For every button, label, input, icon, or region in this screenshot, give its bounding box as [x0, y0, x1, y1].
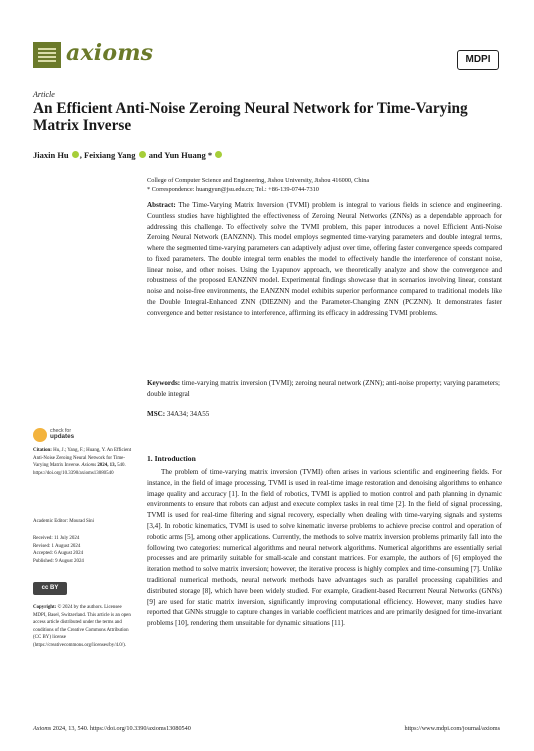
intro-paragraph — [147, 467, 502, 629]
footer-journal: Axioms — [33, 725, 52, 732]
affiliation-block — [147, 176, 507, 194]
author-name: Jiaxin Hu — [33, 150, 69, 160]
publisher-logo: MDPI — [457, 50, 499, 70]
citation-text: Hu, J.; Yang, F.; Huang, Y. An Efficient Anti-Noise Zeroing Neural Network for Time-Varying Matrix Inverse. — [33, 448, 132, 469]
citation-volume: 2024, 13, — [97, 463, 116, 469]
citation — [33, 447, 133, 477]
author-name: and Yun Huang * — [148, 150, 213, 160]
check-updates-icon — [33, 428, 47, 442]
msc-text: 34A34; 34A55 — [166, 410, 210, 418]
journal-logo-icon — [33, 42, 61, 68]
orcid-icon[interactable] — [215, 151, 222, 158]
journal-name: axioms — [66, 40, 154, 66]
footer-doi[interactable]: 2024, 13, 540. https://doi.org/10.3390/axioms13080540 — [52, 725, 191, 732]
citation-doi-link[interactable]: 540. https://doi.org/10.3390/axioms13080540 — [33, 463, 126, 476]
section-heading: 1. Introduction — [147, 454, 196, 463]
citation-label: Citation: — [33, 448, 52, 453]
citation-journal: Axioms — [81, 463, 97, 469]
msc-label: MSC: — [147, 410, 166, 418]
academic-editor: Academic Editor: Mourad Sini — [33, 519, 95, 524]
copyright-label: Copyright: — [33, 605, 57, 610]
date-accepted: Accepted: 6 August 2024 — [33, 551, 84, 557]
author-list: Jiaxin Hu , Feixiang Yang and Yun Huang * — [33, 150, 223, 160]
keywords-label: Keywords: — [147, 379, 181, 387]
copyright — [33, 604, 133, 650]
orcid-icon[interactable] — [139, 151, 146, 158]
keywords-text: time-varying matrix inversion (TVMI); zeroing neural network (ZNN); anti-noise property; varying parameters; double integral — [147, 379, 501, 398]
correspondence: * Correspondence: huangyun@jsu.edu.cn; Tel.: +86-139-0744-7310 — [147, 186, 319, 193]
abstract-text: The Time-Varying Matrix Inversion (TVMI) problem is integral to various fields in science and engineering. Countless studies have highlighted the effectiveness of Zeroing Neural Networks (ZNNs) as a dependable approach for addressing this challenge. To effectively solve the TVMI problem, this paper introduces a novel Efficient Anti-Noise Zeroing Neural Network (EANZNN). This model employs segmented time-varying parameters and double integral terms, where the segmented time-varying parameters can adaptively adjust over time, offering faster convergence speeds compared to fixed parameters. The double integral term enables the model to effectively handle the interference of constant noise, linear noise, and other noises. Using the Lyapunov approach, we theoretically analyze and show the convergence and robustness of the proposed EANZNN model. Experimental findings showcase that in scenarios involving linear, constant noise and noise-free environments, the EANZNN model exhibits superior performance compared to traditional models like the Double Integral-Enhanced ZNN (DIEZNN) and the Parameter-Changing ZNN (PCZNN). It demonstrates faster convergence and better resistance to interference, affirming its efficacy in addressing TVMI problems. — [147, 201, 502, 317]
author-name: Feixiang Yang — [84, 150, 136, 160]
intro-text: The problem of time-varying matrix inversion (TVMI) often arises in various scientific and engineering fields. For instance, in the field of image processing, TVMI is used in real-time image restoration and denoising algorithms to enhance image quality and accuracy [1]. In the field of robotics, TVMI is applied to motion control and path planning in dynamic environments to ensure that robots can adjust and execute complex tasks in real time [2]. In the field of signal processing, TVMI is used for real-time filtering and signal recovery, especially when dealing with time-varying signals and systems [3,4]. In robotic kinematics, TVMI is used to solve kinematic inverse problems to achieve precise control and operation of robotic arms [5], among other applications. Currently, the methods to solve matrix inversion problems primarily fall into the following two categories: numerical algorithms and neural network algorithms. Numerical algorithms are essentially serial processes and are primarily suitable for small-scale and constant matrices. For example, the authors of [6] employed the iteration method to solve matrix inversion; however, the iterative process is highly complex and time-consuming [7]. Unlike traditional numerical methods, neural network methods have advantages such as parallel processing capabilities and distributed storage [8], which have been widely studied. For example, Gradient-based Recurrent Neural Networks (GNNs) [9] are used for static matrix inversion, significantly improving computational efficiency. However, many studies have reported that GNNs struggle to capture changes in variable coefficient matrices and are primarily designed for time-invariant problems [10], rendering them unsuitable for dynamic situations [11]. — [147, 468, 502, 628]
dates — [33, 535, 133, 565]
date-revised: Revised: 1 August 2024 — [33, 543, 81, 549]
affiliation: College of Computer Science and Engineering, Jishou University, Jishou 416000, China — [147, 177, 370, 184]
abstract-label: Abstract: — [147, 201, 176, 209]
check-label-top: check for — [50, 428, 72, 434]
copyright-text: © 2024 by the authors. Licensee MDPI, Basel, Switzerland. This article is an open access article distributed under the terms and conditions of the Creative Commons Attribution (CC BY) license (https://creativecommons.org/licenses/by/4.0/). — [33, 605, 131, 648]
check-label-bottom: updates — [50, 433, 75, 440]
page-title: An Efficient Anti-Noise Zeroing Neural Network for Time-Varying Matrix Inverse — [33, 100, 468, 134]
article-type: Article — [33, 90, 55, 99]
footer-citation — [33, 725, 191, 732]
date-published: Published: 9 August 2024 — [33, 558, 84, 564]
cc-license-badge[interactable]: cc BY — [33, 582, 67, 595]
msc — [147, 410, 209, 418]
footer-journal-link[interactable]: https://www.mdpi.com/journal/axioms — [404, 725, 500, 732]
abstract — [147, 200, 502, 318]
orcid-icon[interactable] — [72, 151, 79, 158]
keywords — [147, 378, 502, 400]
date-received: Received: 11 July 2024 — [33, 536, 80, 541]
